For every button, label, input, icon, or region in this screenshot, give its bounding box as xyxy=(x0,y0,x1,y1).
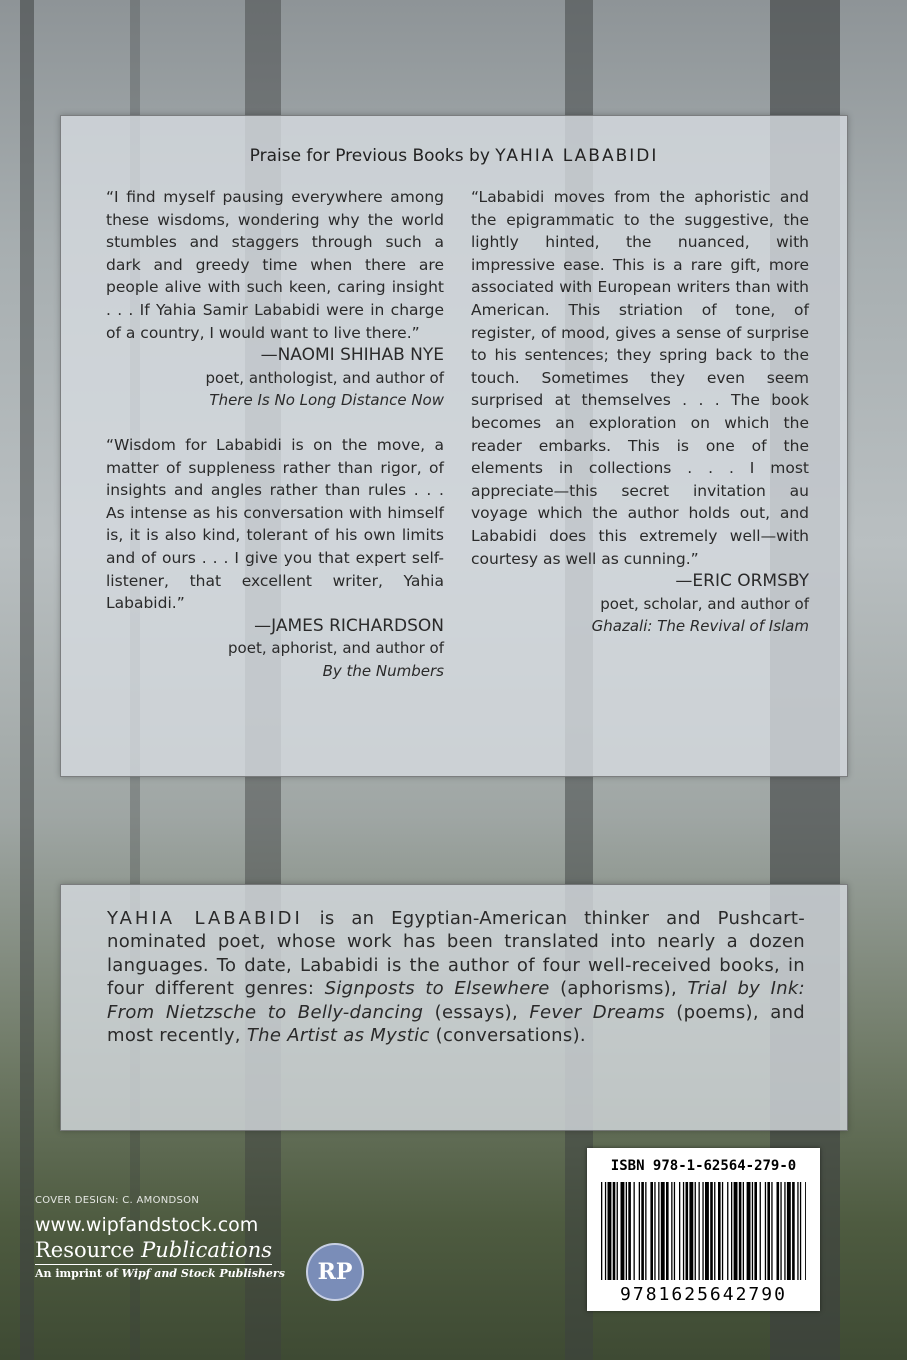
bio-text-segment: (essays), xyxy=(423,1001,530,1023)
isbn-barcode xyxy=(587,1148,820,1311)
quote-attribution xyxy=(471,570,809,638)
bio-book-title: Signposts to Elsewhere xyxy=(324,978,550,1000)
cover-design-credit: COVER DESIGN: C. AMONDSON xyxy=(35,1195,200,1206)
background-tree xyxy=(20,0,34,1360)
quote-author: —NAOMI SHIHAB NYE xyxy=(260,345,444,366)
isbn-digits: 9781625642790 xyxy=(620,1284,787,1305)
bio-text-segment: (conversations). xyxy=(429,1025,586,1047)
rp-logo-icon: RP xyxy=(306,1243,364,1301)
quote-text: “Lababidi moves from the aphoristic and the epigrammatic to the suggestive, the lightly hinted, the nuanced, with impressive ease. This is a rare gift, more associated with European writers than with American. This striation of tone, of register, of mood, gives a sense of surprise to his sentences; they spring back to the touch. Sometimes they even seem surprised at themselves . . . The book becomes an exploration on which the reader embarks. This is one of the elements in collections . . . I most appreciate—this secret invitation au voyage which the author holds out, and Lababidi does this extremely well—with courtesy as well as cunning.” xyxy=(471,188,809,568)
quote-book: By the Numbers xyxy=(322,661,444,680)
praise-panel xyxy=(60,115,848,777)
quote-attribution xyxy=(106,344,444,412)
imprint-line xyxy=(35,1267,285,1280)
barcode-bars-icon xyxy=(601,1182,806,1280)
quote-book: Ghazali: The Revival of Islam xyxy=(591,617,809,636)
bio-text-segment: (aphorisms), xyxy=(549,978,688,1000)
bio-panel xyxy=(60,884,848,1131)
quote-text: “I find myself pausing everywhere among these wisdoms, wondering why the world stumbles and staggers through such a dark and greedy time when there are people alive with such keen, caring insight . . . If Yahia Samir Lababidi were in charge of a country, I would want to live there.” xyxy=(106,188,444,342)
quote-role: poet, aphorist, and author of xyxy=(228,639,444,658)
publisher-credits xyxy=(35,1195,285,1280)
bio-book-title: Trial by Ink: From Nietzsche to Belly-dancing xyxy=(107,978,805,1023)
publisher-name-part: Resource xyxy=(35,1238,142,1262)
bio-book-title: The Artist as Mystic xyxy=(246,1025,430,1047)
quote-role: poet, scholar, and author of xyxy=(600,594,809,613)
bio-book-title: Fever Dreams xyxy=(529,1001,665,1023)
quote-attribution xyxy=(106,615,444,683)
bio-text-segment: is an Egyptian-American thinker and Pushcart-nominated poet, whose work has been translated into nearly a dozen languages. To date, Lababidi is the author of four well-received books, in four different genres: xyxy=(107,908,805,1000)
praise-title-name: YAHIA LABABIDI xyxy=(495,146,659,166)
quote-text: “Wisdom for Lababidi is on the move, a matter of suppleness rather than rigor, of insights and angles rather than rules . . . As intense as his conversation with himself is, it is also kind, tolerant of his own limits and of ours . . . I give you that expert self-listener, that excellent writer, Yahia Lababidi.” xyxy=(106,435,444,613)
bio-author-name: YAHIA LABABIDI xyxy=(107,908,303,929)
quote-author: —ERIC ORMSBY xyxy=(675,571,809,592)
quote-book: There Is No Long Distance Now xyxy=(209,391,444,410)
praise-title-prefix: Praise for Previous Books by xyxy=(249,146,490,166)
praise-title xyxy=(61,146,847,166)
bio-text-segment: (poems), and most recently, xyxy=(107,1001,806,1047)
publisher-name-part: Publications xyxy=(141,1238,273,1262)
praise-column-left xyxy=(106,186,444,682)
praise-column-right xyxy=(471,186,809,638)
publisher-name xyxy=(35,1238,272,1265)
quote-author: —JAMES RICHARDSON xyxy=(254,615,444,636)
author-bio xyxy=(107,907,805,1047)
publisher-website: www.wipfandstock.com xyxy=(35,1214,259,1236)
imprint-text: An imprint of xyxy=(35,1267,122,1280)
imprint-publisher: Wipf and Stock Publishers xyxy=(121,1267,285,1280)
isbn-label: ISBN 978-1-62564-279-0 xyxy=(610,1158,797,1174)
quote-role: poet, anthologist, and author of xyxy=(205,368,444,387)
